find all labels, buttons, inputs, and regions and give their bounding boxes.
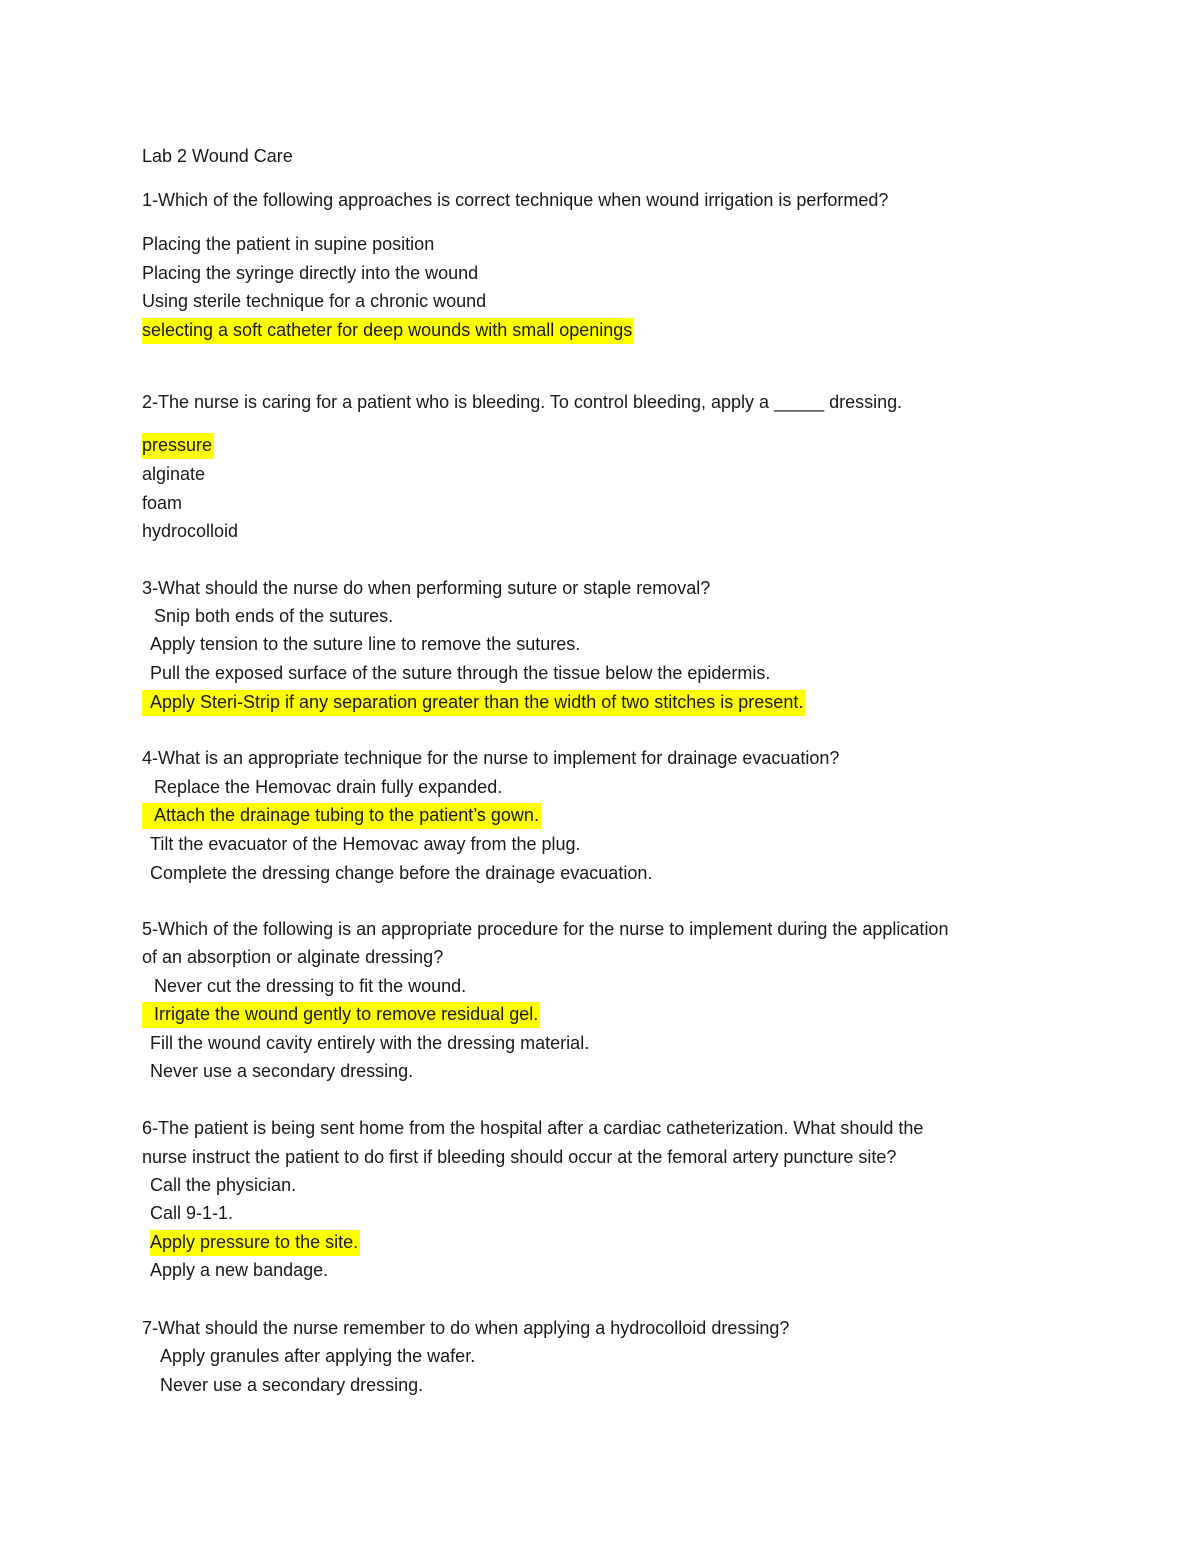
question-6-option-a: Call the physician. [150,1175,297,1195]
question-7-stem: 7-What should the nurse remember to do when applying a hydrocolloid dressing? [142,1318,790,1338]
question-5-stem-line-2: of an absorption or alginate dressing? [142,947,444,967]
question-1-option-b: Placing the syringe directly into the wound [142,263,479,283]
question-6-stem-line-2: nurse instruct the patient to do first if bleeding should occur at the femoral artery puncture site? [142,1147,897,1167]
question-6-option-b: Call 9-1-1. [150,1203,234,1223]
question-7-option-a: Apply granules after applying the wafer. [160,1346,476,1366]
question-7-option-b: Never use a secondary dressing. [160,1375,424,1395]
question-3-option-c: Pull the exposed surface of the suture through the tissue below the epidermis. [150,663,771,683]
question-2-option-a-answer: pressure [142,433,214,459]
question-3-stem: 3-What should the nurse do when performing suture or staple removal? [142,578,711,598]
question-3-option-a: Snip both ends of the sutures. [154,606,394,626]
question-1-stem: 1-Which of the following approaches is correct technique when wound irrigation is performed? [142,190,889,210]
question-2-option-c: foam [142,493,183,513]
question-3-option-d-answer: Apply Steri-Strip if any separation greater than the width of two stitches is present. [142,690,805,716]
question-1-option-d-answer: selecting a soft catheter for deep wounds with small openings [142,318,634,344]
question-4-option-a: Replace the Hemovac drain fully expanded. [154,777,503,797]
question-5-option-b-answer: Irrigate the wound gently to remove residual gel. [142,1002,540,1028]
question-2-option-b: alginate [142,464,206,484]
question-5-stem-line-1: 5-Which of the following is an appropriate procedure for the nurse to implement during the application [142,919,949,939]
question-2-stem: 2-The nurse is caring for a patient who is bleeding. To control bleeding, apply a _____ dressing. [142,392,903,412]
question-5-option-d: Never use a secondary dressing. [150,1061,414,1081]
question-4-option-d: Complete the dressing change before the drainage evacuation. [150,863,653,883]
question-5-option-c: Fill the wound cavity entirely with the dressing material. [150,1033,590,1053]
question-6-option-c-answer: Apply pressure to the site. [150,1230,360,1256]
question-1-option-a: Placing the patient in supine position [142,234,435,254]
question-4-option-b-answer: Attach the drainage tubing to the patient’s gown. [142,803,541,829]
question-4-option-c: Tilt the evacuator of the Hemovac away from the plug. [150,834,581,854]
question-6-option-d: Apply a new bandage. [150,1260,329,1280]
question-5-option-a: Never cut the dressing to fit the wound. [154,976,467,996]
document-title: Lab 2 Wound Care [142,146,293,166]
question-6-stem-line-1: 6-The patient is being sent home from the hospital after a cardiac catheterization. What should the [142,1118,924,1138]
question-2-option-d: hydrocolloid [142,521,239,541]
question-4-stem: 4-What is an appropriate technique for the nurse to implement for drainage evacuation? [142,748,840,768]
question-1-option-c: Using sterile technique for a chronic wound [142,291,487,311]
question-3-option-b: Apply tension to the suture line to remove the sutures. [150,634,581,654]
